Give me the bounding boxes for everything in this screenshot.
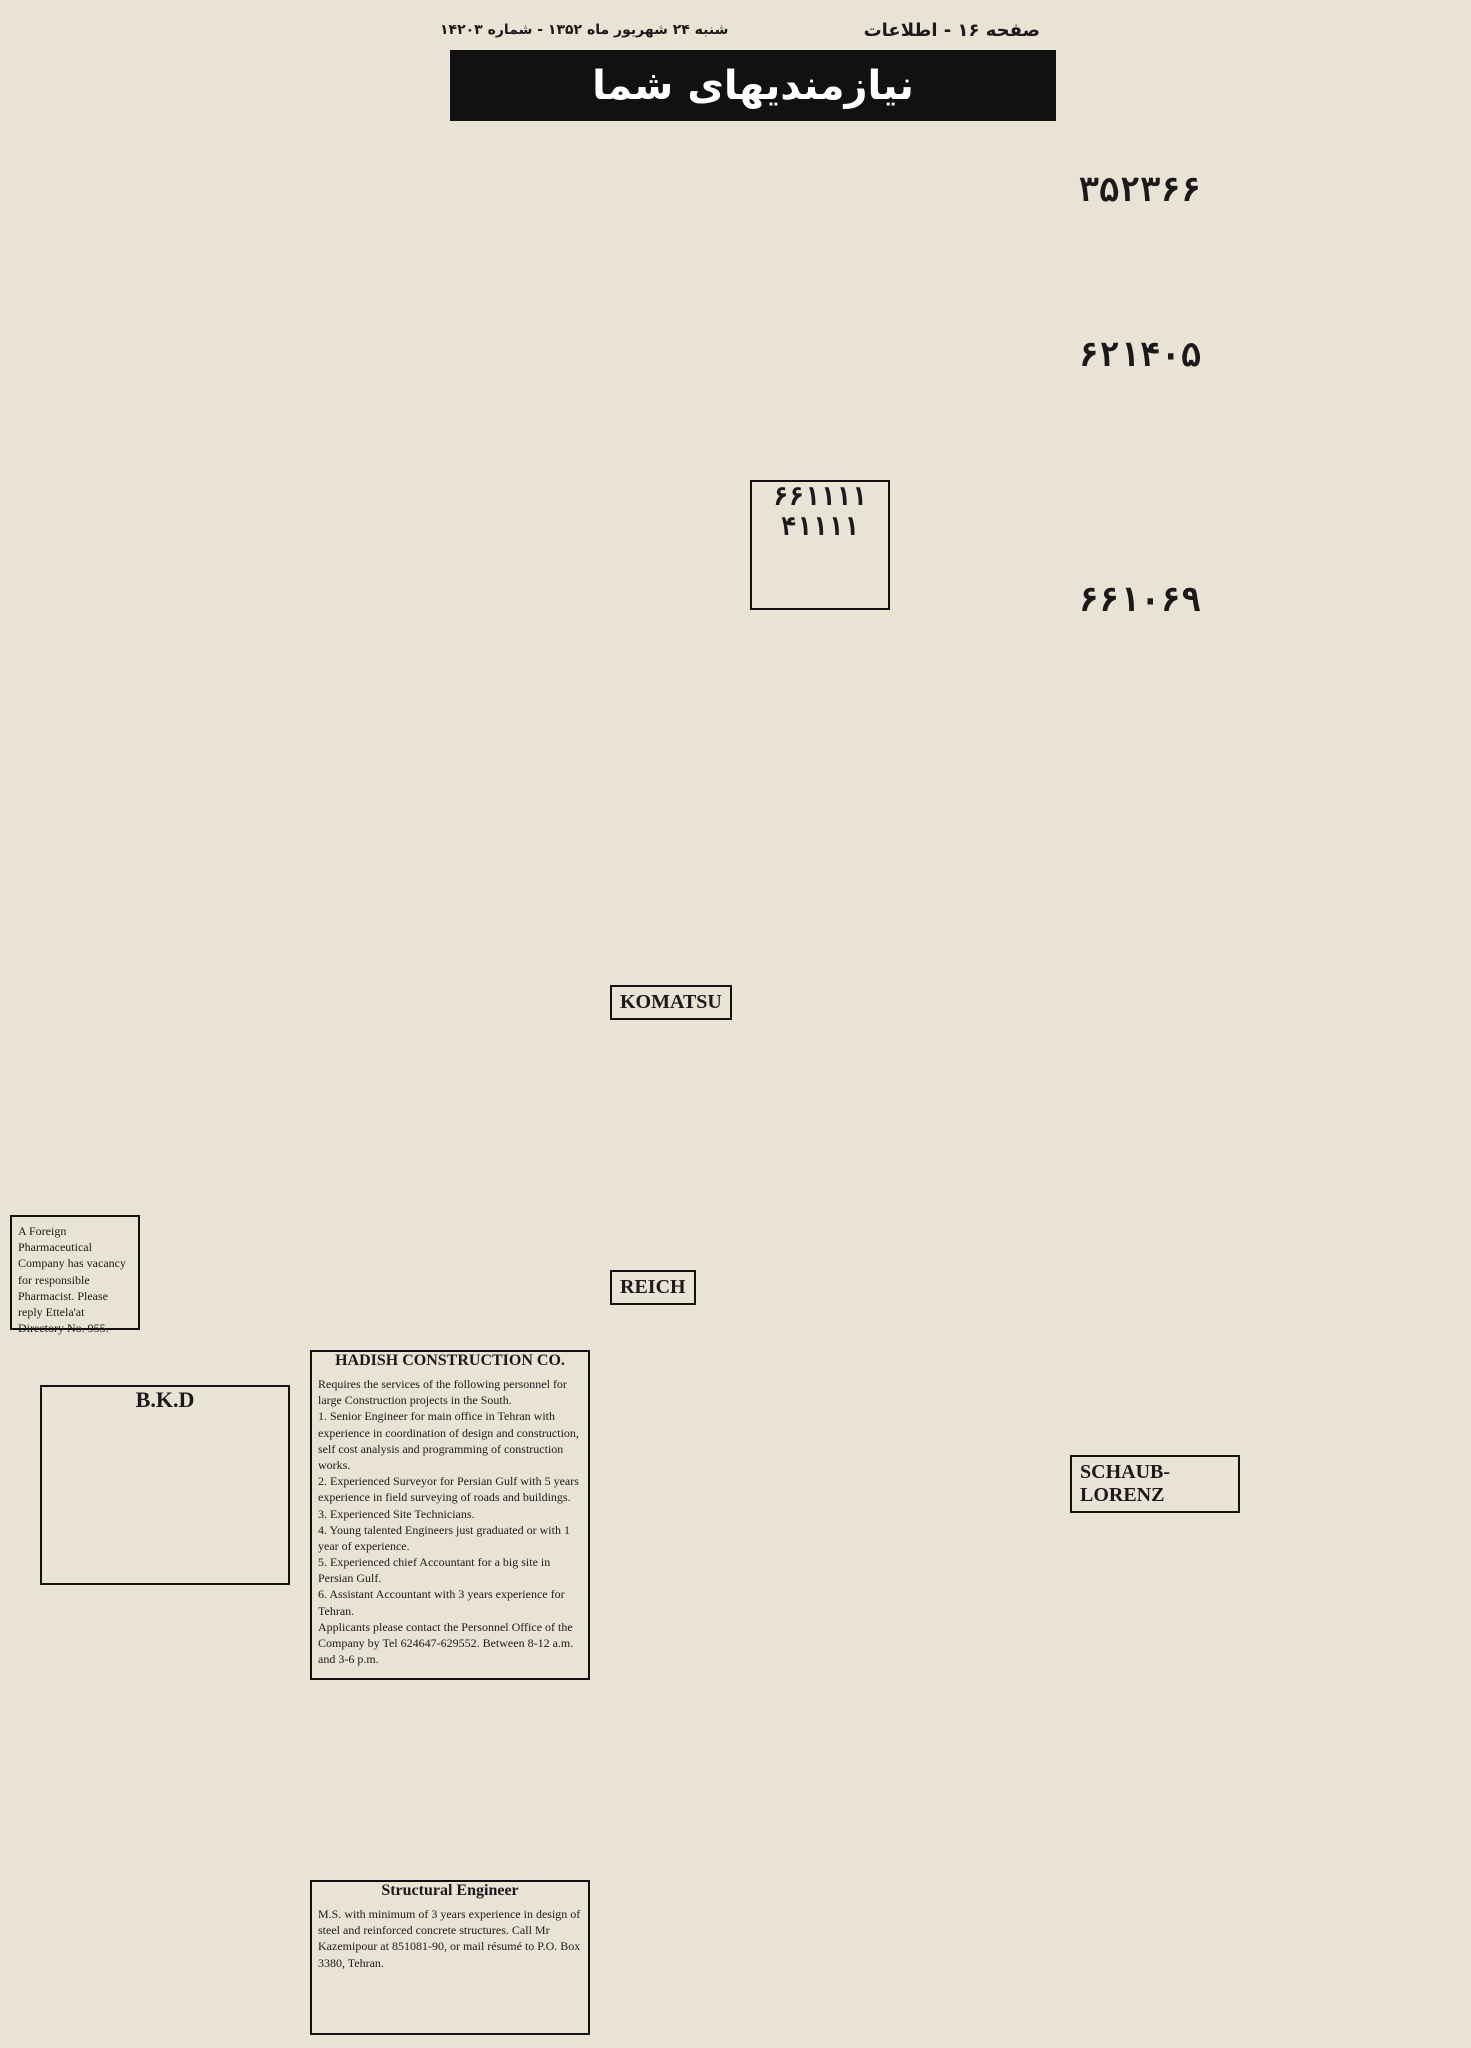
schaub-lorenz-logo [1070, 1455, 1240, 1510]
carpet-phone-2 [1045, 335, 1235, 405]
classified-banner [450, 50, 1056, 121]
pharma-ad [10, 1215, 140, 1336]
hadish-body: Requires the services of the following personnel for large Construction projects in the South. 1. Senior Engineer for main office in Tehran with experience in coordination of design and construction, self cost analysis and programming of construction works. 2. Experienced Surveyor for Persian Gulf with 5 years experience in field surveying of roads and buildings. 3. Experienced Site Technicians. 4. Young talented Engineers just graduated or with 1 year of experience. 5. Experienced chief Accountant for a big site in Persian Gulf. 6. Assistant Accountant with 3 years experience for Tehran. Applicants please contact the Personnel Office of the Company by Tel 624647-629552. Between 8-12 a.m. and 3-6 p.m. [318, 1377, 579, 1667]
structural-title: Structural Engineer [381, 1882, 519, 1899]
college-bar-ad [750, 480, 890, 610]
hadish-title: HADISH CONSTRUCTION CO. [335, 1352, 565, 1369]
komatsu-text: KOMATSU [610, 985, 732, 1020]
carpet-phone-2-number: ۶۲۱۴۰۵ [1078, 335, 1202, 375]
carpet-phone-3-number: ۶۶۱۰۶۹ [1078, 580, 1202, 620]
college-bar-phone-1: ۶۶۱۱۱۱ [773, 482, 867, 512]
page-number: صفحه ۱۶ - اطلاعات [863, 19, 1040, 41]
carpet-phone-1 [1045, 170, 1235, 240]
structural-engineer-ad [310, 1880, 590, 2035]
carpet-phone-3 [1045, 580, 1235, 650]
reich-text: REICH [610, 1270, 696, 1305]
page-header [440, 10, 1040, 50]
reich-logo [610, 1270, 770, 1315]
bkd-logo: B.K.D [135, 1387, 195, 1412]
pharma-body: A Foreign Pharmaceutical Company has vacancy for responsible Pharmacist. Please reply Ettela'at Directory No. 955. [18, 1224, 126, 1336]
bkd-ad [40, 1385, 290, 1585]
schaub-lorenz-text: SCHAUB-LORENZ [1070, 1455, 1240, 1513]
issue-date: شنبه ۲۴ شهریور ماه ۱۳۵۲ - شماره ۱۴۲۰۳ [440, 22, 729, 38]
komatsu-logo [610, 985, 810, 1045]
college-bar-phone-2: ۴۱۱۱۱ [780, 512, 860, 542]
carpet-phone-1-number: ۳۵۲۳۶۶ [1078, 170, 1202, 210]
structural-body: M.S. with minimum of 3 years experience in design of steel and reinforced concrete structures. Call Mr Kazemipour at 851081-90, or mail résumé to P.O. Box 3380, Tehran. [318, 1907, 581, 1970]
banner-text: نیازمندیهای شما [592, 62, 914, 109]
hadish-ad [310, 1350, 590, 1680]
